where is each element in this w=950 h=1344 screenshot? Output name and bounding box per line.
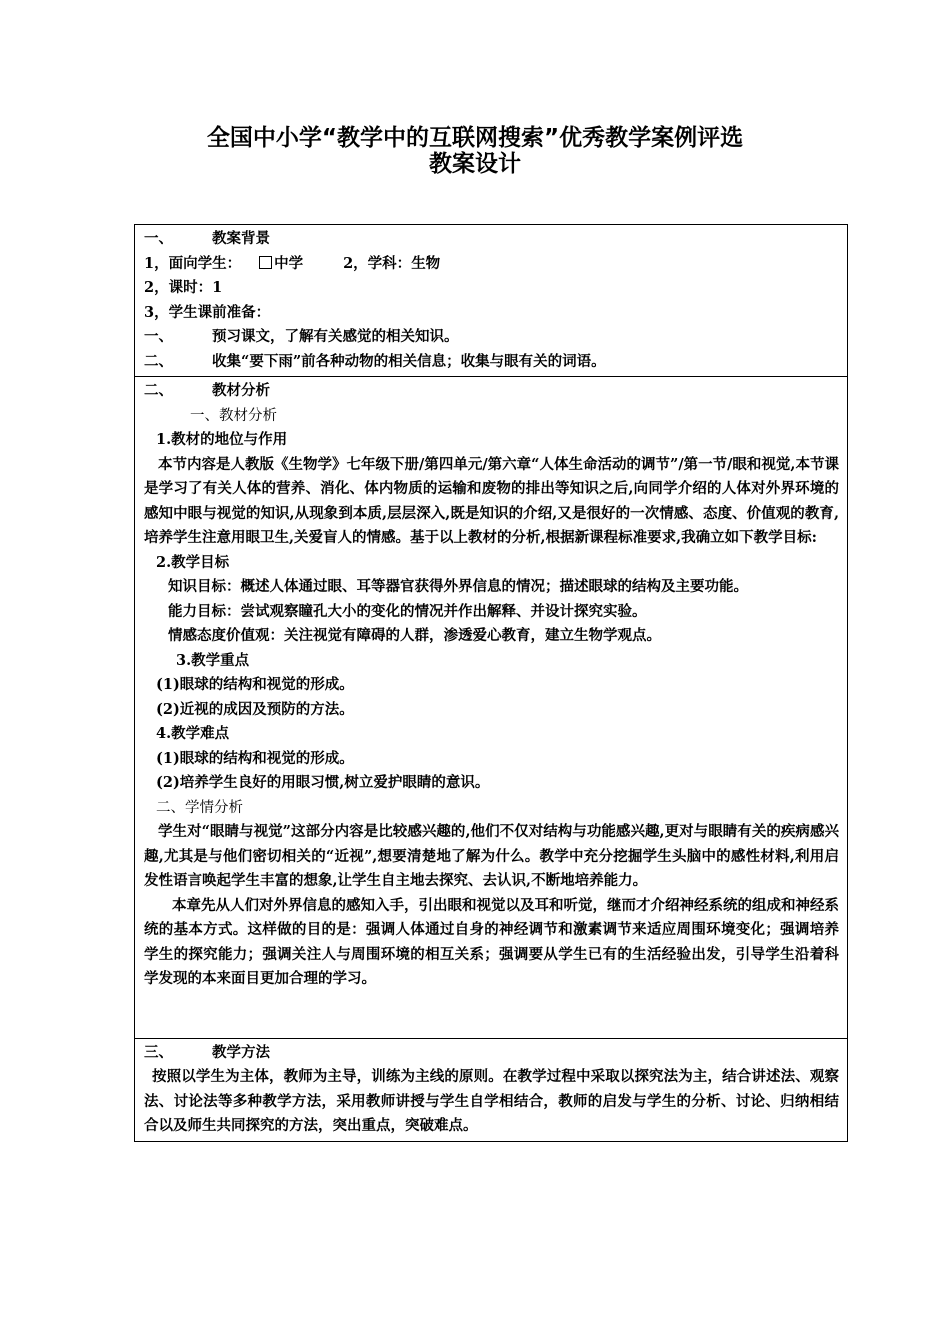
subsection-heading: 2.教学目标 [156,553,230,571]
section-method-cell [135,1038,848,1141]
prep-item-number: 二、 [144,352,173,370]
section-title: 教案背景 [212,230,270,247]
difficulty-point: (1)眼球的结构和视觉的形成。 [156,749,354,767]
prep-item [144,325,839,350]
difficulty-point: (2)培养学生良好的用眼习惯,树立爱护眼睛的意识。 [156,774,490,791]
subsection-heading: 一、教材分析 [190,407,277,424]
section-number: 二、 [144,382,173,399]
document-subtitle: 教案设计 [429,151,521,177]
goal-ability: 能力目标：尝试观察瞳孔大小的变化的情况并作出解释、并设计探究实验。 [168,602,647,620]
section-material-cell [135,377,848,1039]
subsection-heading: 二、学情分析 [156,799,243,816]
subsection-heading: 1.教材的地位与作用 [156,431,288,448]
goal-emotion: 情感态度价值观：关注视觉有障碍的人群，渗透爱心教育，建立生物学观点。 [168,627,661,644]
class-hours-label: 2，课时： [144,279,213,296]
target-students-value: 中学 [274,254,304,272]
key-point: (1)眼球的结构和视觉的形成。 [156,676,354,693]
goal-knowledge: 知识目标：概述人体通过眼、耳等器官获得外界信息的情况；描述眼球的结构及主要功能。 [168,578,748,595]
chapter-overview-paragraph: 本章先从人们对外界信息的感知入手，引出眼和视觉以及耳和听觉，继而才介绍神经系统的组成和神经系统的基本方式。这样做的目的是：强调人体通过自身的神经调节和激素调节来适应周围环境变化；强调培养学生的探究能力；强调关注人与周围环境的相互关系；强调要从学生已有的生活经验出发，引导学生沿着科学发现的本来面目更加合理的学习。 [144,896,839,987]
key-point: (2)近视的成因及预防的方法。 [156,700,354,718]
document-title: 全国中小学“教学中的互联网搜索”优秀教学案例评选 [206,125,744,151]
prep-item-number: 一、 [144,328,173,345]
section-method-heading [144,1041,839,1066]
class-hours-line [144,276,839,301]
section-material-heading [144,379,839,404]
target-students-label: 1，面向学生： [144,254,242,272]
subject-value: 生物 [411,254,441,272]
prep-item-text: 收集“要下雨”前各种动物的相关信息；收集与眼有关的词语。 [212,352,606,370]
section-material-row [135,377,848,1039]
target-students-line [144,252,839,277]
section-number: 三、 [144,1043,173,1061]
prep-item-text: 预习课文，了解有关感觉的相关知识。 [212,328,459,345]
lesson-plan-table [134,224,848,1142]
class-hours-value: 1 [212,279,223,296]
section-number: 一、 [144,230,173,247]
section-background-row [135,225,848,377]
learner-analysis-paragraph: 学生对“眼睛与视觉”这部分内容是比较感兴趣的,他们不仅对结构与功能感兴趣,更对与眼睛有关的疾病感兴趣,尤其是与他们密切相关的“近视”,想要清楚地了解为什么。教学中充分挖掘学生头脑中的感性材料,利用启发性语言唤起学生丰富的想象,让学生自主地去探究、去认识,不断地培养能力。 [144,823,839,889]
prep-item [144,350,839,375]
section-background-cell [135,225,848,377]
checkbox-icon [259,256,272,269]
section-title: 教材分析 [212,382,270,399]
material-paragraph: 本节内容是人教版《生物学》七年级下册/第四单元/第六章“人体生命活动的调节”/第一节/眼和视觉,本节课是学习了有关人体的营养、消化、体内物质的运输和废物的排出等知识之后,向同学介绍的人体对外界环境的感知中眼与视觉的知识,从现象到本质,层层深入,既是知识的介绍,又是很好的一次情感、态度、价值观的教育,培养学生注意用眼卫生,关爱盲人的情感。基于以上教材的分析,根据新课程标准要求,我确立如下教学目标: [144,455,839,546]
subject-label: 2，学科： [343,254,412,272]
subsection-heading: 3.教学重点 [176,651,250,669]
section-title: 教学方法 [212,1043,270,1061]
section-background-heading [144,227,839,252]
method-paragraph: 按照以学生为主体，教师为主导，训练为主线的原则。在教学过程中采取以探究法为主，结合讲述法、观察法、讨论法等多种教学方法，采用教师讲授与学生自学相结合，教师的启发与学生的分析、讨论、归纳相结合以及师生共同探究的方法，突出重点，突破难点。 [144,1068,839,1134]
student-prep-label: 3，学生课前准备： [144,303,271,321]
subsection-heading: 4.教学难点 [156,725,230,742]
section-method-row [135,1038,848,1141]
